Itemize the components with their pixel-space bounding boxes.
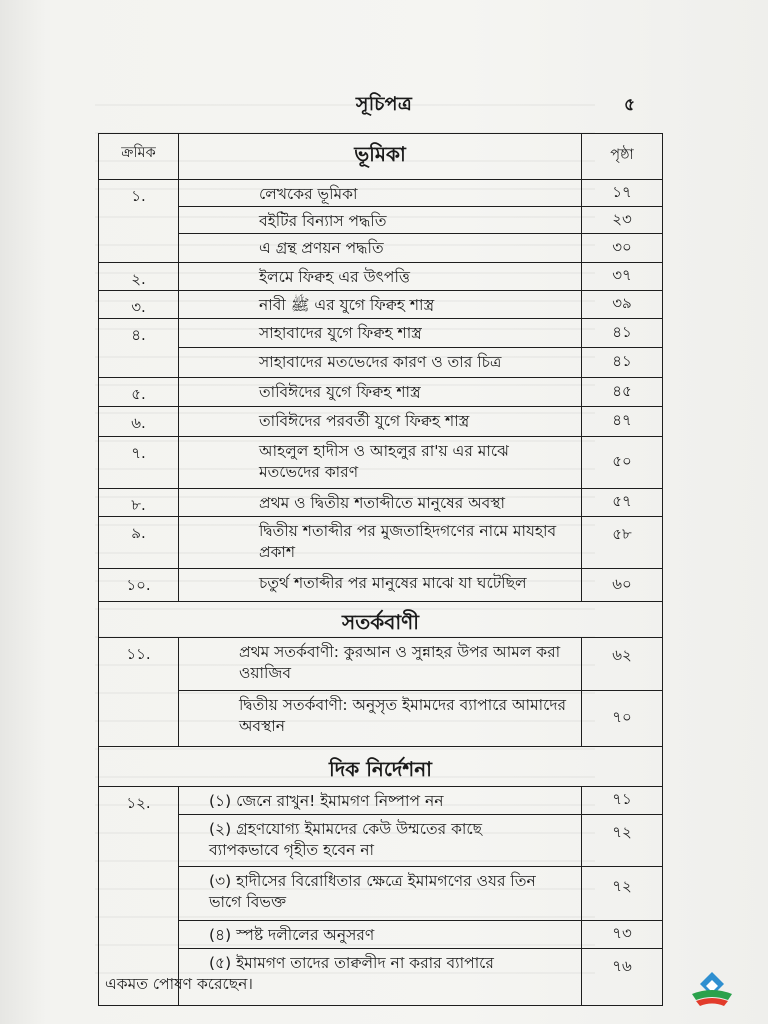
entry-page: ৩৭ — [612, 266, 632, 284]
entry-title — [179, 867, 582, 920]
entry-title: সাহাবাদের যুগে ফিক্বহ শাস্ত্র — [179, 319, 582, 347]
row-number: ১. — [99, 180, 179, 262]
section-heading-intro: ভূমিকা — [179, 134, 582, 179]
row-number: ৩. — [99, 291, 179, 318]
entry-title — [179, 815, 582, 866]
entry-title: তাবিঈদের যুগে ফিক্বহ শাস্ত্র — [179, 378, 582, 406]
entry-title: ইলমে ফিক্বহ এর উৎপত্তি — [179, 263, 582, 290]
entry-title-line: (২) গ্রহণযোগ্য ইমামদের কেউ উম্মতের কাছে — [209, 820, 483, 838]
entry-title: বইটির বিন্যাস পদ্ধতি — [179, 207, 582, 233]
entry-title: তাবিঈদের পরবর্তী যুগে ফিক্বহ শাস্ত্র — [179, 407, 582, 436]
row-number: ১১. — [99, 638, 179, 746]
entry-page: ৬২ — [612, 646, 632, 664]
entry-title-line: ব্যাপকভাবে গৃহীত হবেন না — [209, 841, 375, 859]
row-number: ৬. — [99, 407, 179, 436]
toc-row — [99, 517, 662, 569]
toc-row — [99, 787, 662, 1005]
entry-title: প্রথম সতর্কবাণী: কুরআন ও সুন্নাহর উপর আমল করা ওয়াজিব — [179, 638, 582, 690]
toc-row — [99, 569, 662, 602]
entry-page: ৭০ — [612, 708, 632, 726]
row-number: ২. — [99, 263, 179, 290]
section-heading-guidance: দিক নির্দেশনা — [99, 747, 662, 787]
page-column-header: পৃষ্ঠা — [610, 147, 634, 163]
entry-page: ৭৬ — [612, 957, 632, 975]
toc-row — [99, 263, 662, 291]
entry-title: নাবী ﷺ এর যুগে ফিক্বহ শাস্ত্র — [179, 291, 582, 318]
entry-title — [105, 949, 582, 1005]
entry-title: দ্বিতীয় সতর্কবাণী: অনুসৃত ইমামদের ব্যাপারে আমাদের অবস্থান — [179, 691, 582, 746]
entry-page: ২৩ — [612, 209, 632, 228]
row-number: ১০. — [99, 569, 179, 601]
entry-page: ৩৯ — [612, 294, 632, 312]
toc-row — [99, 638, 662, 747]
entry-title: সাহাবাদের মতভেদের কারণ ও তার চিত্র — [179, 348, 582, 377]
entry-title: প্রথম ও দ্বিতীয় শতাব্দীতে মানুষের অবস্থা — [179, 489, 582, 516]
toc-row — [99, 437, 662, 489]
entry-page: ৭১ — [612, 790, 632, 808]
toc-row — [99, 378, 662, 407]
row-number: ৭. — [99, 437, 179, 488]
row-number: ৪. — [99, 319, 179, 377]
entry-page: ৪১ — [612, 352, 632, 370]
row-number: ১২. — [99, 787, 179, 1005]
entry-page: ১৭ — [612, 182, 632, 201]
row-number: ৯. — [99, 517, 179, 568]
entry-page: ৫৮ — [612, 525, 632, 543]
entry-page: ৭২ — [612, 877, 632, 895]
entry-title-line: (৩) হাদীসের বিরোধিতার ক্ষেত্রে ইমামগণের ওযর তিন — [209, 872, 536, 890]
entry-page: ৫৭ — [612, 492, 632, 510]
toc-row — [99, 180, 662, 263]
entry-title: চতুর্থ শতাব্দীর পর মানুষের মাঝে যা ঘটেছিল — [179, 569, 582, 601]
entry-title: আহলুল হাদীস ও আহলুর রা'য় এর মাঝে মতভেদের কারণ — [179, 437, 582, 488]
table-of-contents — [98, 133, 663, 1006]
toc-row — [99, 407, 662, 437]
entry-page: ৭৩ — [612, 924, 632, 942]
toc-row — [99, 489, 662, 517]
entry-page: ৪৭ — [612, 411, 632, 429]
entry-page: ৭২ — [612, 823, 632, 841]
section-heading-warnings: সতর্কবাণী — [99, 602, 662, 638]
entry-title: (১) জেনে রাখুন! ইমামগণ নিষ্পাপ নন — [179, 787, 582, 814]
entry-title-line: ভাগে বিভক্ত — [209, 893, 287, 911]
entry-page: ৬০ — [612, 574, 632, 593]
toc-row — [99, 291, 662, 319]
entry-title-line: (৫) ইমামগণ তাদের তাক্বলীদ না করার ব্যাপারে — [209, 954, 494, 972]
page-title: সূচিপত্র — [355, 93, 413, 115]
publisher-logo-icon — [688, 968, 736, 1010]
entry-page: ৪৫ — [612, 381, 632, 400]
row-number: ৫. — [99, 378, 179, 406]
entry-page: ৪১ — [612, 322, 632, 341]
serial-column-header: ক্রমিক — [99, 134, 179, 179]
toc-header-row — [99, 134, 662, 180]
entry-title: এ গ্রন্থ প্রণয়ন পদ্ধতি — [179, 234, 582, 262]
row-number: ৮. — [99, 489, 179, 516]
entry-title-line: একমত পোষণ করেছেন। — [105, 975, 253, 993]
entry-title: লেখকের ভূমিকা — [179, 180, 582, 206]
toc-row — [99, 319, 662, 378]
page-number: ৫ — [624, 95, 636, 115]
entry-title: দ্বিতীয় শতাব্দীর পর মুজতাহিদগণের নামে মাযহাব প্রকাশ — [179, 517, 582, 568]
entry-page: ৫০ — [612, 452, 632, 470]
entry-title: (৪) স্পষ্ট দলীলের অনুসরণ — [179, 921, 582, 948]
entry-page: ৩০ — [612, 237, 632, 256]
